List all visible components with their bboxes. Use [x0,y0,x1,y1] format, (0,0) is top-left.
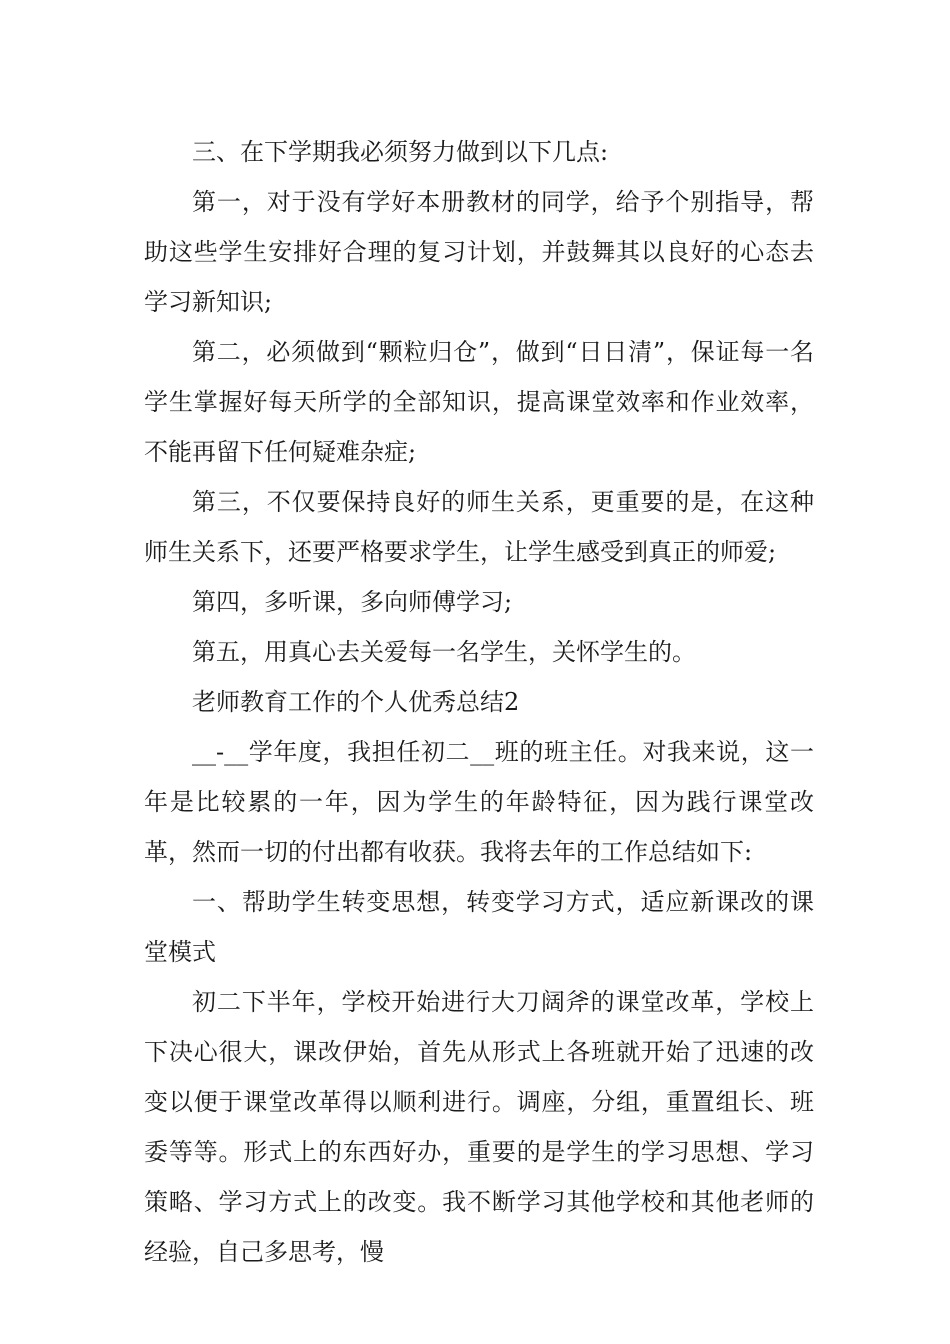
paragraph-article-title: 老师教育工作的个人优秀总结2 [192,688,520,716]
paragraph-section-one-heading: 一、帮助学生转变思想，转变学习方式，适应新课改的课堂模式 [144,888,814,966]
paragraph-point-four: 第四，多听课，多向师傅学习; [192,588,513,616]
paragraph-point-one: 第一，对于没有学好本册教材的同学，给予个别指导，帮助这些学生安排好合理的复习计划，并鼓舞其以良好的心态去学习新知识; [144,188,814,316]
paragraph-point-two: 第二，必须做到“颗粒归仓”，做到“日日清”，保证每一名学生掌握好每天所学的全部知识，提高课堂效率和作业效率，不能再留下任何疑难杂症; [144,338,814,466]
paragraph-section-one-body: 初二下半年，学校开始进行大刀阔斧的课堂改革，学校上下决心很大，课改伊始，首先从形式上各班就开始了迅速的改变以便于课堂改革得以顺利进行。调座，分组，重置组长、班委等等。形式上的东西好办，重要的是学生的学习思想、学习策略、学习方式上的改变。我不断学习其他学校和其他老师的经验，自己多思考，慢 [144,988,814,1266]
paragraph-intro: __-__学年度，我担任初二__班的班主任。对我来说，这一年是比较累的一年，因为学生的年龄特征，因为践行课堂改革，然而一切的付出都有收获。我将去年的工作总结如下: [144,738,814,866]
paragraph-point-five: 第五，用真心去关爱每一名学生，关怀学生的。 [192,638,696,666]
paragraph-section-three-heading: 三、在下学期我必须努力做到以下几点: [192,138,609,166]
document-body [144,127,814,1277]
paragraph-point-three: 第三，不仅要保持良好的师生关系，更重要的是，在这种师生关系下，还要严格要求学生，让学生感受到真正的师爱; [144,488,814,566]
